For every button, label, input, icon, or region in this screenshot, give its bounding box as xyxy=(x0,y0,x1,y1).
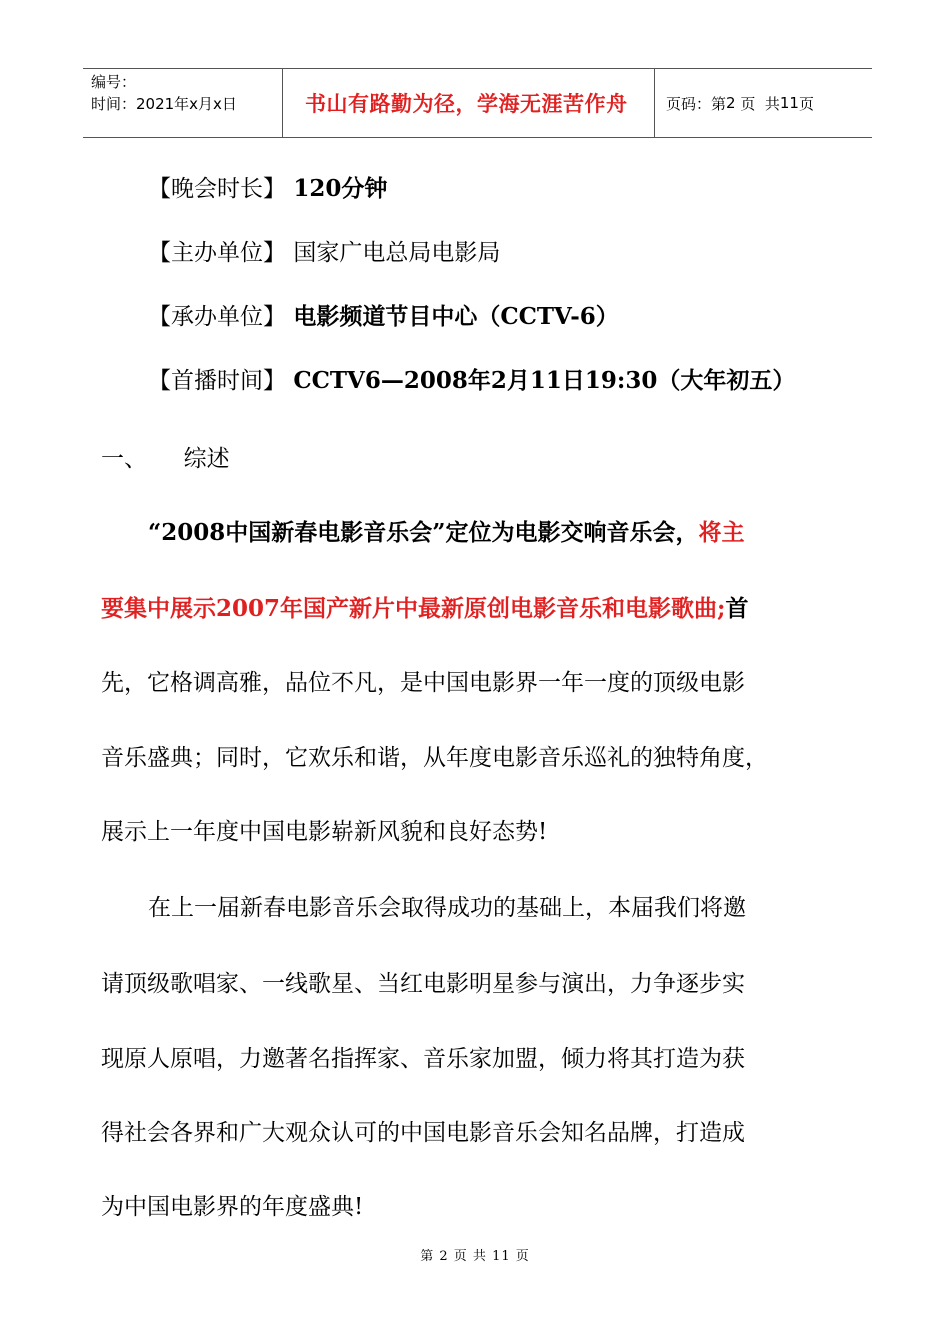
header-meta xyxy=(83,69,283,137)
paragraph-line: 请顶级歌唱家、一线歌星、当红电影明星参与演出，力争逐步实 xyxy=(101,971,745,997)
header-page-label: 页码：第 xyxy=(666,94,727,113)
paragraph-text: 首 xyxy=(725,595,749,622)
highlight-text: 要集中展示2007年国产新片中最新原创电影音乐和电影歌曲; xyxy=(101,595,726,622)
info-label: 【晚会时长】 xyxy=(148,176,286,202)
header-page-suffix: 页 xyxy=(798,94,814,113)
paragraph-text: “2008中国新春电影音乐会”定位为电影交响音乐会， xyxy=(148,519,699,546)
header-page-mid: 页 共 xyxy=(740,94,780,113)
info-label: 【承办单位】 xyxy=(148,304,286,330)
section-title: 综述 xyxy=(183,446,230,472)
info-label: 【首播时间】 xyxy=(148,368,286,394)
info-value: CCTV6—2008年2月11日19:30（大年初五） xyxy=(293,367,796,394)
paragraph-line: 现原人原唱，力邀著名指挥家、音乐家加盟，倾力将其打造为获 xyxy=(101,1046,745,1072)
footer-prefix: 第 xyxy=(420,1249,435,1264)
paragraph-line: 展示上一年度中国电影崭新风貌和良好态势! xyxy=(101,819,548,845)
highlight-text: 将主 xyxy=(698,519,745,546)
info-value: 国家广电总局电影局 xyxy=(293,240,501,266)
footer-page-current: 2 xyxy=(439,1249,449,1264)
document-number-label: 编号： xyxy=(91,73,137,91)
info-line-organizer xyxy=(148,298,619,331)
page-header xyxy=(83,68,872,138)
footer-mid: 页 共 xyxy=(453,1249,487,1264)
header-page-current: 2 xyxy=(726,94,736,112)
section-heading xyxy=(101,440,230,473)
header-page-number xyxy=(655,69,872,137)
paragraph-line: 得社会各界和广大观众认可的中国电影音乐会知名品牌，打造成 xyxy=(101,1120,745,1146)
info-line-broadcast xyxy=(148,362,795,395)
header-page-total: 11 xyxy=(779,94,799,112)
paragraph-line xyxy=(148,514,744,547)
paragraph-line: 为中国电影界的年度盛典! xyxy=(101,1194,364,1220)
paragraph-line: 在上一届新春电影音乐会取得成功的基础上，本届我们将邀 xyxy=(148,895,746,921)
info-line-duration xyxy=(148,170,387,203)
footer-page-total: 11 xyxy=(492,1249,511,1264)
page-footer xyxy=(0,1245,950,1264)
paragraph-line: 音乐盛典；同时，它欢乐和谐，从年度电影音乐巡礼的独特角度， xyxy=(101,745,768,771)
info-line-host xyxy=(148,234,500,267)
section-number: 一、 xyxy=(101,446,147,472)
info-value: 电影频道节目中心（CCTV-6） xyxy=(293,303,619,330)
paragraph-line xyxy=(101,590,749,623)
info-value: 120分钟 xyxy=(293,175,388,202)
paragraph-line: 先，它格调高雅，品位不凡，是中国电影界一年一度的顶级电影 xyxy=(101,670,745,696)
info-label: 【主办单位】 xyxy=(148,240,286,266)
document-time-label: 时间：2021年x月x日 xyxy=(91,95,237,113)
header-motto: 书山有路勤为径，学海无涯苦作舟 xyxy=(283,69,655,137)
footer-suffix: 页 xyxy=(515,1249,530,1264)
